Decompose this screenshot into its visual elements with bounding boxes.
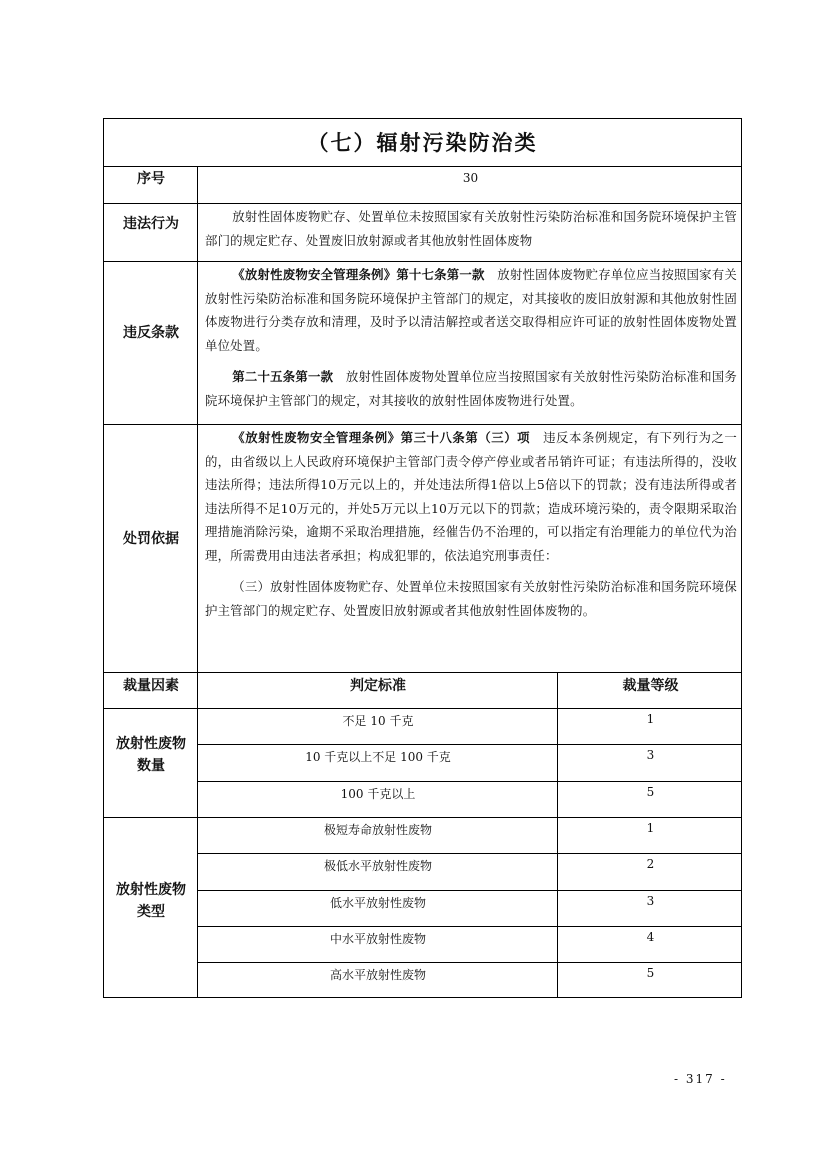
criterion-cell: 高水平放射性废物	[329, 968, 426, 982]
penalty-reference: 《放射性废物安全管理条例》第三十八条第（三）项	[232, 430, 531, 445]
row-divider	[198, 926, 741, 927]
provision-paragraph	[205, 365, 737, 412]
row-divider	[198, 962, 741, 963]
row-divider	[198, 890, 741, 891]
level-cell: 5	[646, 785, 655, 799]
penalty-body: 违反本条例规定，有下列行为之一的，由省级以上人民政府环境保护主管部门责令停产停业或者吊销许可证；有违法所得的，没收违法所得；违法所得10万元以上的，并处违法所得1倍以上5倍以下的罚款；没有违法所得或者违法所得不足10万元的，并处5万元以上10万元以下的罚款；造成环境污染的，责令限期采取治理措施消除污染，逾期不采取治理措施，经催告仍不治理的，可以指定有治理能力的单位代为治理，所需费用由违法者承担；构成犯罪的，依法追究刑事责任：	[205, 430, 737, 563]
row-divider	[104, 817, 741, 818]
penalty-basis-label: 处罚依据	[123, 531, 179, 547]
factor-header: 裁量因素	[123, 678, 179, 694]
provision-body: 放射性固体废物处置单位应当按照国家有关放射性污染防治标准和国务院环境保护主管部门的规定，对其接收的放射性固体废物进行处置。	[205, 369, 737, 408]
row-divider	[198, 853, 741, 854]
row-divider	[104, 166, 741, 167]
factor-quantity: 放射性废物数量	[116, 736, 186, 774]
serial-value: 30	[462, 171, 479, 185]
row-divider	[104, 261, 741, 262]
criterion-cell: 极低水平放射性废物	[323, 859, 432, 873]
provision-paragraph	[205, 263, 737, 357]
penalty-body: （三）放射性固体废物贮存、处置单位未按照国家有关放射性污染防治标准和国务院环境保护主管部门的规定贮存、处置废旧放射源或者其他放射性固体废物的。	[205, 579, 737, 618]
penalty-paragraph	[205, 575, 737, 622]
regulation-table	[103, 118, 742, 998]
row-divider	[104, 424, 741, 425]
row-divider	[198, 744, 741, 745]
criterion-cell: 10 千克以上不足 100 千克	[305, 750, 451, 764]
criterion-cell: 100 千克以上	[340, 787, 416, 801]
violation-label: 违法行为	[123, 216, 179, 232]
penalty-basis-text	[205, 426, 737, 622]
provision-body: 放射性固体废物贮存单位应当按照国家有关放射性污染防治标准和国务院环境保护主管部门的规定，对其接收的废旧放射源和其他放射性固体废物进行分类存放和清理，及时予以清洁解控或者送交取得相应许可证的放射性固体废物处置单位处置。	[205, 267, 738, 353]
criterion-header: 判定标准	[350, 678, 406, 694]
level-cell: 4	[646, 930, 655, 944]
level-cell: 1	[646, 821, 655, 835]
level-cell: 2	[646, 857, 655, 871]
violated-provisions-text	[205, 263, 737, 412]
factor-type: 放射性废物类型	[116, 882, 186, 920]
row-divider	[104, 708, 741, 709]
level-cell: 5	[646, 966, 655, 980]
page-number: - 317 -	[674, 1072, 727, 1086]
provision-reference: 第二十五条第一款	[232, 369, 334, 384]
violation-paragraph: 放射性固体废物贮存、处置单位未按照国家有关放射性污染防治标准和国务院环境保护主管部门的规定贮存、处置废旧放射源或者其他放射性固体废物	[205, 209, 737, 248]
level-header: 裁量等级	[622, 678, 679, 694]
section-title: （七）辐射污染防治类	[307, 131, 538, 155]
criterion-cell: 不足 10 千克	[342, 714, 414, 728]
level-cell: 3	[646, 894, 655, 908]
serial-label: 序号	[137, 171, 165, 187]
row-divider	[104, 203, 741, 204]
criterion-cell: 中水平放射性废物	[329, 932, 426, 946]
penalty-paragraph	[205, 426, 737, 567]
row-divider	[104, 672, 741, 673]
violation-text	[205, 205, 737, 252]
level-cell: 1	[646, 712, 655, 726]
row-divider	[198, 781, 741, 782]
provision-reference: 《放射性废物安全管理条例》第十七条第一款	[232, 267, 485, 282]
criterion-cell: 极短寿命放射性废物	[323, 823, 432, 837]
criterion-cell: 低水平放射性废物	[329, 896, 426, 910]
level-cell: 3	[646, 748, 655, 762]
violated-provisions-label: 违反条款	[123, 325, 179, 341]
